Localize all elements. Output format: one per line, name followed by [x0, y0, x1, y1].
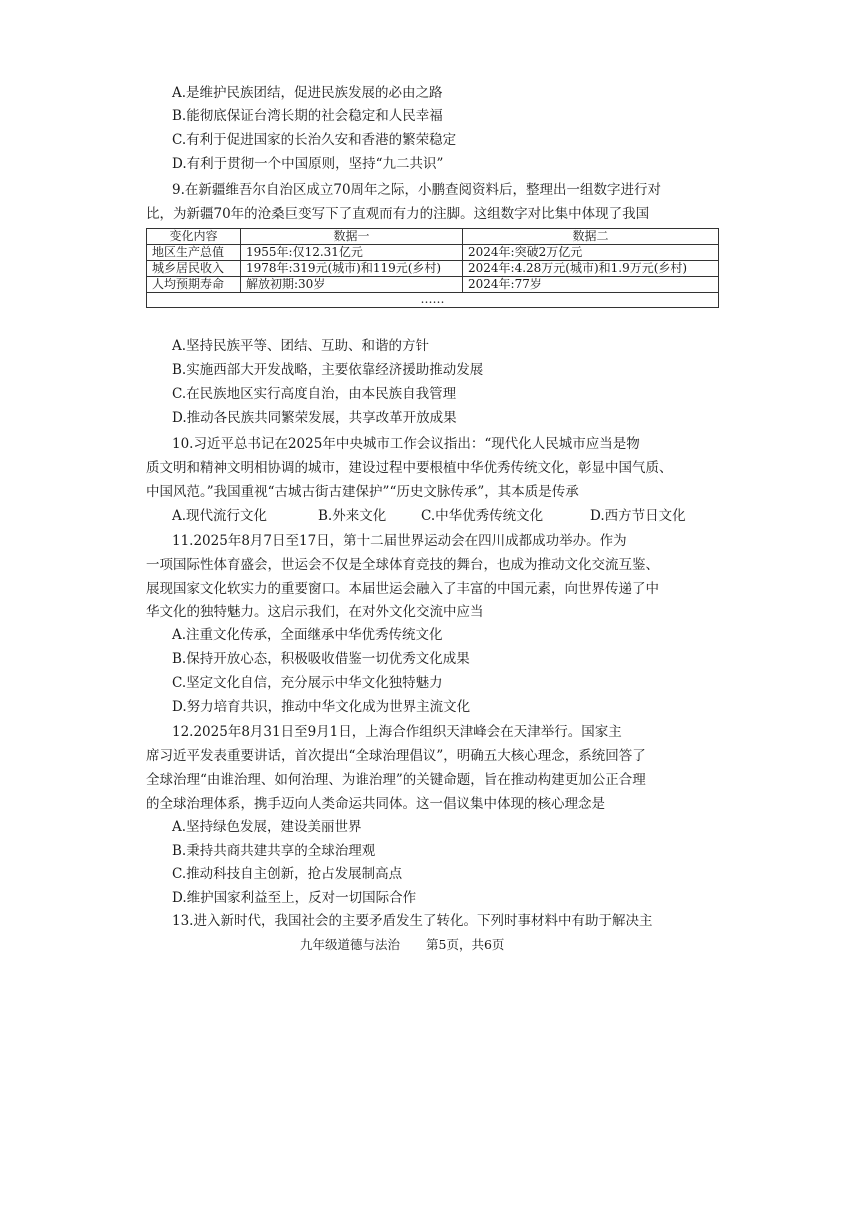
table-row [147, 293, 719, 308]
q9-stem-line2: 比，为新疆70年的沧桑巨变写下了直观而有力的注脚。这组数字对比集中体现了我国 [146, 206, 650, 222]
q9-stem-line1: 9.在新疆维吾尔自治区成立70周年之际，小鹏查阅资料后，整理出一组数字进行对 [172, 182, 662, 198]
q9-option-a: A.坚持民族平等、团结、互助、和谐的方针 [172, 338, 430, 354]
q8-option-d: D.有利于贯彻一个中国原则，坚持“九二共识” [172, 156, 444, 172]
table-header-cell: 数据二 [463, 229, 719, 245]
table-cell: 地区生产总值 [147, 245, 241, 261]
q11-stem-line3: 展现国家文化软实力的重要窗口。本届世运会融入了丰富的中国元素，向世界传递了中 [146, 581, 659, 597]
q12-option-a: A.坚持绿色发展，建设美丽世界 [172, 819, 362, 835]
page-footer [300, 935, 530, 953]
q9-data-table [146, 228, 719, 308]
q11-stem-line2: 一项国际性体育盛会，世运会不仅是全球体育竞技的舞台，也成为推动文化交流互鉴、 [146, 557, 659, 573]
q11-stem-line4: 华文化的独特魅力。这启示我们，在对外文化交流中应当 [146, 604, 484, 620]
table-row [147, 261, 719, 277]
footer-subject: 九年级道德与法治 [300, 937, 401, 952]
table-cell: 2024年:突破2万亿元 [463, 245, 719, 261]
q10-option-a: A.现代流行文化 [172, 508, 268, 524]
q12-option-c: C.推动科技自主创新，抢占发展制高点 [172, 866, 403, 882]
q13-stem-line1: 13.进入新时代，我国社会的主要矛盾发生了转化。下列时事材料中有助于解决主 [172, 913, 653, 929]
q9-option-b: B.实施西部大开发战略，主要依靠经济援助推动发展 [172, 362, 484, 378]
table-row [147, 245, 719, 261]
q9-option-c: C.在民族地区实行高度自治，由本民族自我管理 [172, 386, 457, 402]
q12-option-b: B.秉持共商共建共享的全球治理观 [172, 843, 376, 859]
table-header-cell: 变化内容 [147, 229, 241, 245]
table-cell: 解放初期:30岁 [241, 277, 463, 293]
table-cell: 城乡居民收入 [147, 261, 241, 277]
table-header-row [147, 229, 719, 245]
q8-option-b: B.能彻底保证台湾长期的社会稳定和人民幸福 [172, 108, 443, 124]
q10-option-c: C.中华优秀传统文化 [421, 508, 544, 524]
q12-stem-line4: 的全球治理体系，携手迈向人类命运共同体。这一倡议集中体现的核心理念是 [146, 796, 605, 812]
table-row [147, 277, 719, 293]
table-cell: 人均预期寿命 [147, 277, 241, 293]
table-ellipsis: …… [147, 293, 719, 308]
q12-stem-line1: 12.2025年8月31日至9月1日，上海合作组织天津峰会在天津举行。国家主 [172, 724, 622, 740]
q12-stem-line3: 全球治理“由谁治理、如何治理、为谁治理”的关键命题，旨在推动构建更加公正合理 [146, 772, 646, 788]
q8-option-a: A.是维护民族团结，促进民族发展的必由之路 [172, 85, 443, 101]
q10-stem-line2: 质文明和精神文明相协调的城市，建设过程中要根植中华优秀传统文化，彰显中国气质、 [146, 460, 673, 476]
q10-stem-line3: 中国风范。”我国重视“古城古街古建保护”“历史文脉传承”，其本质是传承 [146, 484, 579, 500]
q12-stem-line2: 席习近平发表重要讲话，首次提出“全球治理倡议”，明确五大核心理念，系统回答了 [146, 748, 646, 764]
q11-stem-line1: 11.2025年8月7日至17日，第十二届世界运动会在四川成都成功举办。作为 [172, 533, 627, 549]
q11-option-d: D.努力培育共识，推动中华文化成为世界主流文化 [172, 699, 471, 715]
q10-stem-line1: 10.习近平总书记在2025年中央城市工作会议指出：“现代化人民城市应当是物 [172, 436, 640, 452]
q11-option-b: B.保持开放心态，积极吸收借鉴一切优秀文化成果 [172, 651, 470, 667]
q10-option-d: D.西方节日文化 [590, 508, 686, 524]
q8-option-c: C.有利于促进国家的长治久安和香港的繁荣稳定 [172, 132, 457, 148]
table-cell: 2024年:77岁 [463, 277, 719, 293]
table-header-cell: 数据一 [241, 229, 463, 245]
table-cell: 1955年:仅12.31亿元 [241, 245, 463, 261]
q12-option-d: D.维护国家利益至上，反对一切国际合作 [172, 890, 417, 906]
table-cell: 1978年:319元(城市)和119元(乡村) [241, 261, 463, 277]
footer-page-number: 第5页，共6页 [426, 937, 505, 952]
table-cell: 2024年:4.28万元(城市)和1.9万元(乡村) [463, 261, 719, 277]
q11-option-a: A.注重文化传承，全面继承中华优秀传统文化 [172, 627, 443, 643]
q10-option-b: B.外来文化 [318, 508, 387, 524]
q9-option-d: D.推动各民族共同繁荣发展，共享改革开放成果 [172, 410, 457, 426]
q11-option-c: C.坚定文化自信，充分展示中华文化独特魅力 [172, 675, 443, 691]
